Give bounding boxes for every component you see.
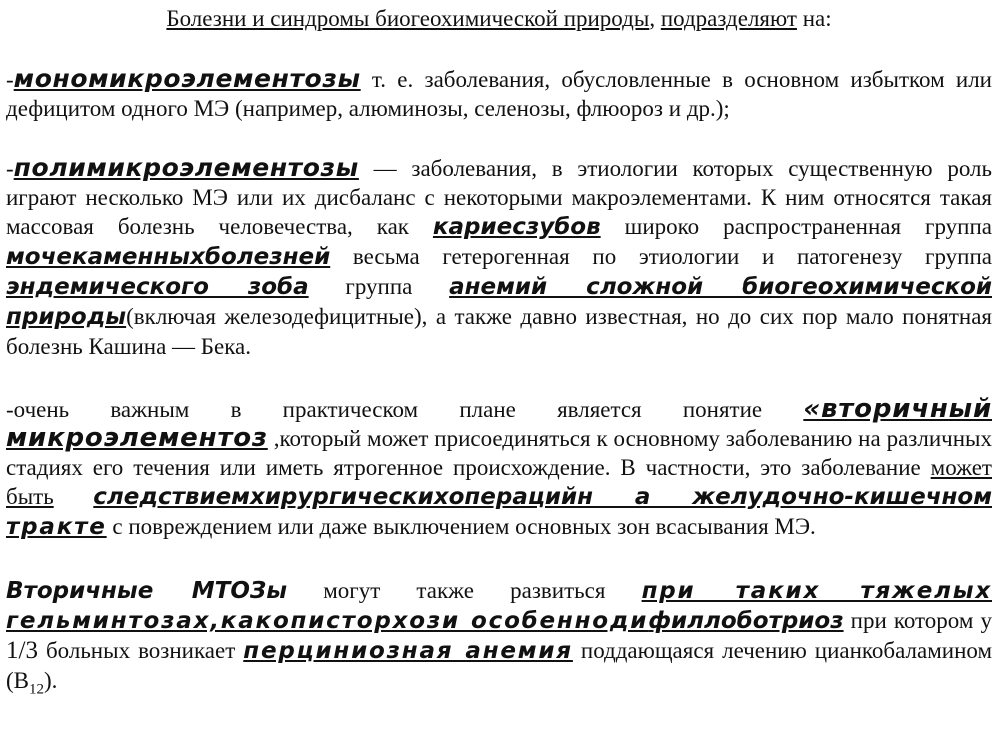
lead-secondary-mtoz: Вторичные МТОЗы — [6, 578, 288, 604]
term-secondary-microelementosis: «вторичный микроэлементоз — [6, 394, 992, 453]
paragraph-text: — заболевания, в этиологии которых существенную роль играют несколько МЭ или их дисбаланс с некоторыми макроэлементами. К ним относятся такая массовая болезнь человечества, как — [6, 156, 992, 239]
paragraph-text: (включая железодефицитные), а также давно известная, но до сих пор мало понятная болезнь Кашина — Бека. — [6, 304, 992, 359]
document-heading — [6, 4, 992, 34]
paragraph-text: при котором у — [843, 608, 992, 633]
paragraph-text: ). — [44, 668, 58, 693]
paragraph-polymicroelementoses — [6, 153, 992, 361]
term-endemic-goiter: эндемического зоба — [6, 274, 309, 300]
paragraph-text: ,который может присоединяться к основному заболеванию на различных стадиях его течения или иметь ятрогенное происхождение. В частности, это заболевание — [6, 426, 992, 480]
paragraph-text: т. е. заболевания, обусловленные в основном избытком или дефицитом одного МЭ (например, алюминозы, селенозы, флюороз и др.); — [6, 67, 992, 121]
fraction-one-third: 1/3 — [6, 637, 38, 664]
paragraph-text: весьма гетерогенная по этиологии и патогенезу группа — [330, 244, 992, 269]
paragraph-monomicroelementoses — [6, 64, 992, 123]
paragraph-text: поддающаяся лечению цианкобаламином (B — [6, 638, 993, 693]
paragraph-text: широко распространенная группа — [600, 214, 992, 239]
dash: - — [6, 156, 14, 181]
heading-comma: , — [649, 6, 656, 31]
term-tract: тракте — [6, 514, 107, 540]
term-monomicroelementoses: мономикроэлементозы — [13, 64, 361, 93]
paragraph-text: могут также развиться — [287, 578, 642, 603]
document-page — [0, 4, 1000, 752]
heading-rest: на: — [796, 6, 832, 31]
term-diphyllobothriasis: филлоботриоз — [648, 608, 844, 634]
paragraph-secondary-microelementosis — [6, 395, 992, 542]
subscript-12: 12 — [29, 681, 44, 698]
term-surgery: следствиемхирургическихоперацийн а желудочно-кишечном — [93, 484, 992, 510]
heading-title: Болезни и синдромы биогеохимической природы — [166, 6, 650, 31]
paragraph-secondary-mtoz — [6, 576, 992, 705]
dash: - — [6, 67, 14, 92]
paragraph-text: -очень важным в практическом плане является понятие — [6, 397, 804, 422]
paragraph-text: больных возникает — [37, 638, 244, 663]
underlined-phrase: может быть — [6, 455, 992, 509]
term-urolithiasis: мочекаменныхболезней — [6, 244, 331, 270]
paragraph-text: с повреждением или даже выключением основных зон всасывания МЭ. — [106, 514, 816, 539]
term-polymicroelementoses: полимикроэлементозы — [13, 153, 359, 182]
space — [54, 484, 94, 509]
term-pernicious-anemia: перциниозная анемия — [243, 638, 573, 664]
term-helminthiases: при таких тяжелых гельминтозах,какописторхози особенноди — [6, 578, 992, 634]
heading-verb: подразделяют — [660, 6, 797, 31]
paragraph-text: группа — [308, 274, 450, 299]
term-anemia: анемий сложной биогеохимической природы — [6, 274, 992, 330]
term-caries: кариесзубов — [432, 214, 601, 240]
